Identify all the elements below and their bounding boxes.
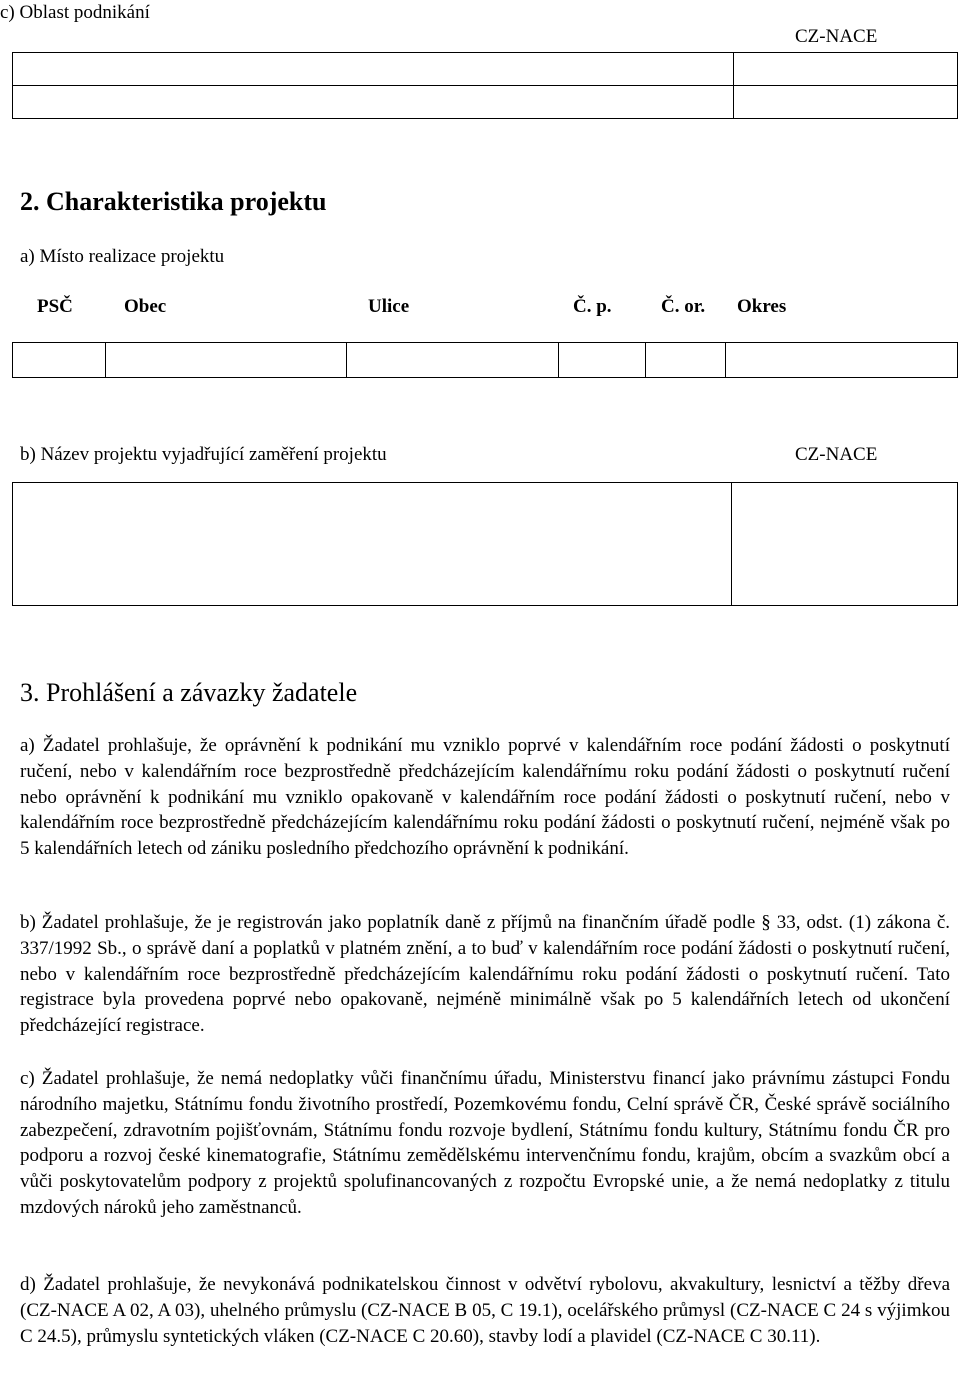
paragraph-b: b) Žadatel prohlašuje, že je registrován jako poplatník daně z příjmů na finančním úřadě podle § 33, odst. (1) zákona č. 337/1992 Sb., o správě daní a poplatků v platném znění, a to buď v kalendářním roce podání žádosti o poskytnutí ručení, nebo v kalendářním roce bezprostředně předcházejícím kalendářnímu roku podání žádosti o poskytnutí ručení. Tato registrace byla provedena poprvé nebo opakovaně, nejméně minimálně však po 5 kalendářních letech od ukončení předcházející registrace. — [20, 912, 950, 1037]
cell-divider — [558, 343, 559, 377]
oblast-podnikani-field-2[interactable] — [12, 85, 958, 119]
paragraph-a: a) Žadatel prohlašuje, že oprávnění k podnikání mu vzniklo poprvé v kalendářním roce podání žádosti o poskytnutí ručení, nebo v kalendářním roce bezprostředně předcházejícím kalendářnímu roku podání žádosti o poskytnutí ručení nebo oprávnění k podnikání mu vzniklo opakovaně v kalendářním roce podání žádosti o poskytnutí ručení, nebo v kalendářním roce bezprostředně předcházejícím kalendářnímu roku podání žádosti o poskytnutí ručení, nejméně však po 5 kalendářních letech od zániku posledního předchozího oprávnění k podnikání. — [20, 735, 950, 860]
column-cislo-orientacni: Č. or. — [661, 296, 706, 317]
paragraph-d: d) Žadatel prohlašuje, že nevykonává podnikatelskou činnost v odvětví rybolovu, akvakultury, lesnictví a těžby dřeva (CZ-NACE A 02, A 03), uhelného průmyslu (CZ-NACE B 05, C 19.1), ocelářského průmysl (CZ-NACE C 24 s výjimkou C 24.5), průmyslu syntetických vláken (CZ-NACE C 20.60), stavby lodí a plavidel (CZ-NACE C 30.11). — [20, 1274, 950, 1347]
nazev-projektu-label: b) Název projektu vyjadřující zaměření projektu — [20, 444, 387, 465]
column-obec: Obec — [124, 296, 167, 317]
cell-divider — [105, 343, 106, 377]
misto-realizace-label: a) Místo realizace projektu — [20, 246, 225, 267]
paragraph-c: c) Žadatel prohlašuje, že nemá nedoplatky vůči finančnímu úřadu, Ministerstvu financí jako právnímu zástupci Fondu národního majetku, Státnímu fondu životního prostředí, Pozemkovému fondu, Celní správě ČR, České správě sociálního zabezpečení, zdravotním pojišťovnám, Státnímu fondu rozvoje bydlení, Státnímu fondu kultury, Státnímu fondu ČR pro podporu a rozvoj české kinematografie, Státnímu zemědělskému intervenčnímu fondu, krajům, obcím a svazkům obcí a vůči poskytovatelům podpory z projektů spolufinancovaných z rozpočtu Evropské unie, a že nemá nedoplatky z titulu mzdových nároků jeho zaměstnanců. — [20, 1068, 950, 1218]
field-divider — [731, 483, 732, 605]
column-okres: Okres — [737, 296, 787, 317]
misto-realizace-row — [12, 342, 958, 378]
column-psc: PSČ — [37, 296, 73, 317]
field-divider — [733, 53, 734, 85]
oblast-podnikani-label: c) Oblast podnikání — [0, 2, 150, 23]
nazev-projektu-field[interactable] — [12, 482, 958, 606]
section-2-heading: 2. Charakteristika projektu — [20, 187, 327, 216]
column-cislo-popisne: Č. p. — [573, 296, 612, 317]
field-divider — [733, 86, 734, 118]
column-ulice: Ulice — [368, 296, 410, 317]
nazev-projektu-cz-nace-label: CZ-NACE — [795, 444, 878, 465]
cz-nace-label: CZ-NACE — [795, 26, 878, 47]
section-3-heading: 3. Prohlášení a závazky žadatele — [20, 678, 358, 707]
cell-divider — [725, 343, 726, 377]
oblast-podnikani-field-1[interactable] — [12, 52, 958, 86]
cell-divider — [346, 343, 347, 377]
cell-divider — [645, 343, 646, 377]
